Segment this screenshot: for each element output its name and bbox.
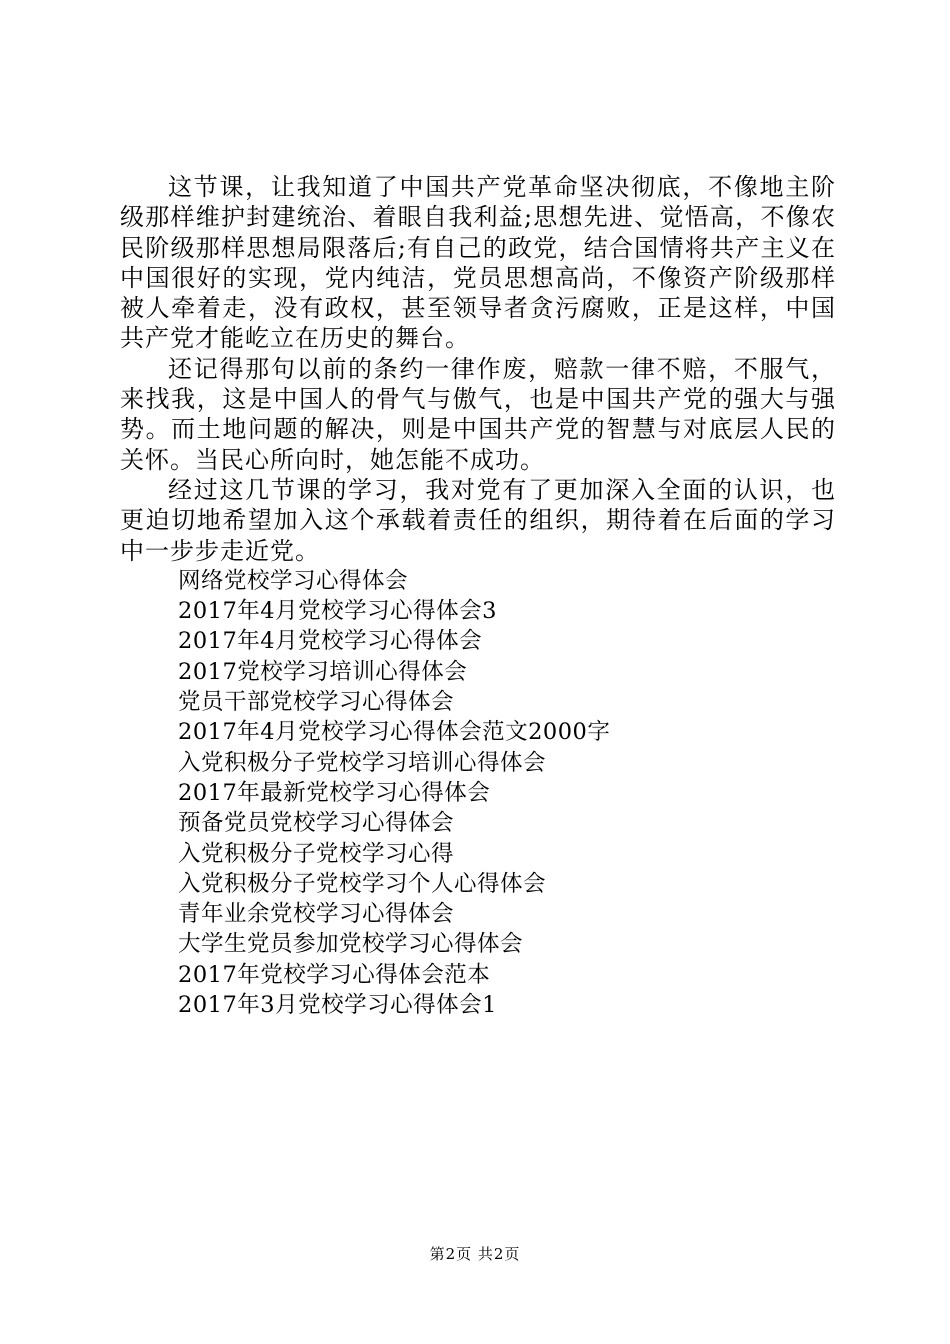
related-link[interactable]: 大学生党员参加党校学习心得体会 (178, 931, 524, 958)
related-link[interactable]: 入党积极分子党校学习个人心得体会 (178, 870, 547, 897)
page-indicator: 第2页 共2页 (429, 1245, 521, 1263)
related-link[interactable]: 入党积极分子党校学习培训心得体会 (178, 749, 547, 776)
related-link[interactable]: 2017年4月党校学习心得体会范文2000字 (178, 719, 611, 746)
related-link[interactable]: 党员干部党校学习心得体会 (178, 689, 455, 716)
paragraph-2: 还记得那句以前的条约一律作废，赔款一律不赔，不服气，来找我，这是中国人的骨气与傲气，也是中国共产党的强大与强势。而土地问题的解决，则是中国共产党的智慧与对底层人民的关怀。当民心所向时，她怎能不成功。 (120, 354, 836, 474)
related-link[interactable]: 入党积极分子党校学习心得 (178, 840, 455, 867)
related-link[interactable]: 2017年3月党校学习心得体会1 (178, 992, 497, 1019)
related-link[interactable]: 青年业余党校学习心得体会 (178, 901, 455, 928)
paragraph-3: 经过这几节课的学习，我对党有了更加深入全面的认识，也更迫切地希望加入这个承载着责任的组织，期待着在后面的学习中一步步走近党。 (120, 475, 836, 565)
document-body (120, 172, 836, 1020)
related-link[interactable]: 2017党校学习培训心得体会 (178, 658, 468, 685)
related-link[interactable]: 2017年4月党校学习心得体会 (178, 628, 483, 655)
related-links-list (120, 566, 836, 1020)
related-link[interactable]: 2017年党校学习心得体会范本 (178, 961, 491, 988)
related-link[interactable]: 预备党员党校学习心得体会 (178, 810, 455, 837)
related-link[interactable]: 2017年最新党校学习心得体会 (178, 779, 491, 806)
related-link[interactable]: 2017年4月党校学习心得体会3 (178, 598, 497, 625)
paragraph-1: 这节课，让我知道了中国共产党革命坚决彻底，不像地主阶级那样维护封建统治、着眼自我利益;思想先进、觉悟高，不像农民阶级那样思想局限落后;有自己的政党，结合国情将共产主义在中国很好的实现，党内纯洁，党员思想高尚，不像资产阶级那样被人牵着走，没有政权，甚至领导者贪污腐败，正是这样，中国共产党才能屹立在历史的舞台。 (120, 173, 836, 353)
related-link[interactable]: 网络党校学习心得体会 (178, 567, 409, 594)
page-footer (0, 1244, 950, 1264)
